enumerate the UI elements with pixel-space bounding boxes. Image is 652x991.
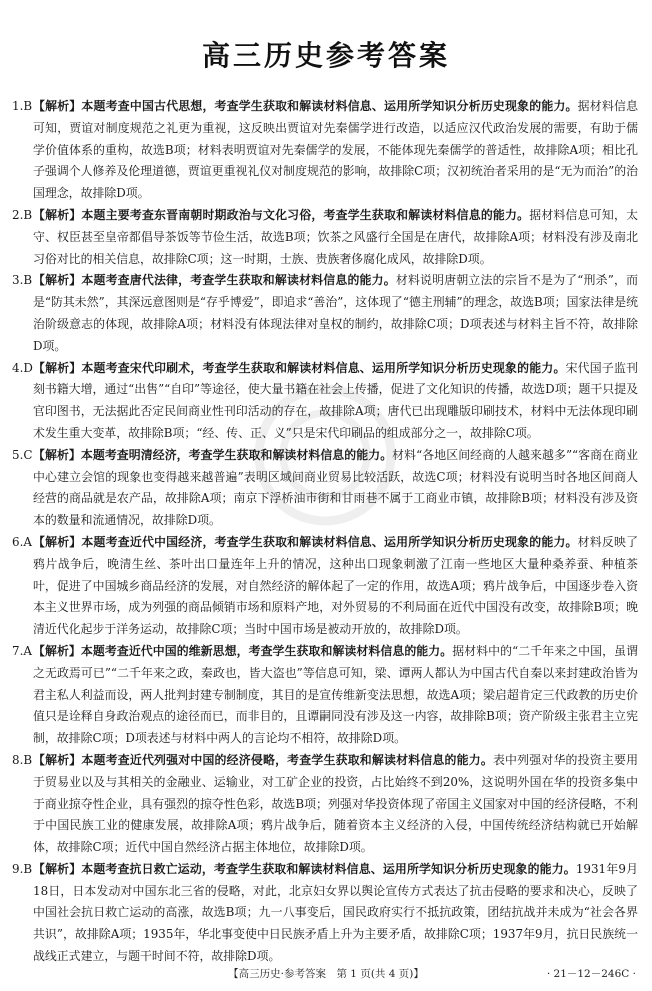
answer-item (12, 445, 638, 532)
answer-number (12, 750, 33, 772)
answer-number (12, 445, 33, 467)
analysis-body: 宋代国子监刊刻书籍大增，通过“出售”“自印”等途径，使大量书籍在社会上传播，促进了文化知识的传播，故选D项；题干只提及官印图书，无法据此否定民间商业性刊印活动的存在，故排除A项；唐代已出现雕版印刷技术，材料中无法体现印刷术发生重大变革，故排除B项；“经、传、正、义”只是宋代印刷品的组成部分之一，故排除C项。 (33, 360, 638, 440)
answer-choice: B (23, 752, 33, 767)
analysis-body: 材料反映了鸦片战争后，晚清生丝、茶叶出口量连年上升的情况，这种出口现象刺激了江南一些地区大量种桑养蚕、种植茶叶，促进了中国城乡商品经济的发展，对自然经济的解体起了一定的作用，故选A项；鸦片战争后，中国逐步卷入资本主义世界市场，成为列强的商品倾销市场和原料产地，对外贸易的不利局面在近代中国没有改变，故排除B项；晚清近代化起步于洋务运动，故排除C项；当时中国市场是被动开放的，故排除D项。 (33, 534, 638, 637)
answer-number (12, 270, 33, 292)
answer-choice: B (23, 99, 33, 113)
answer-number (12, 96, 33, 118)
analysis-body: 表中列强对华的投资主要用于贸易业以及与其相关的金融业、运输业，对工矿企业的投资，占比始终不到20%，这说明外国在华的投资多集中于商业掠夺性企业，具有强烈的掠夺性色彩，故选B项；列强对华投资体现了帝国主义国家对中国的经济侵略，不利于中国民族工业的健康发展，故排除A项；鸦片战争后，随着资本主义经济的入侵，中国传统经济结构就已开始解体，故排除C项；近代中国自然经济占据主体地位，故排除D项。 (33, 752, 638, 855)
analysis-body: 据材料中的“二千年来之中国，虽谓之无政焉可已”“二千年来之政，秦政也，皆大盗也”等信息可知，梁、谭两人都认为中国古代自秦以来封建政治皆为君主私人利益而设，两人批判封建专制制度，其目的是宣传维新变法思想，故选A项；梁启超肯定三代政教的历史价值只是诠释自身政治观点的途径而已，而非目的，且谭嗣同没有涉及这一内容，故排除B项；资产阶级主张君主立宪制，故排除C项；D项表述与材料中两人的言论均不相符，故排除D项。 (33, 643, 638, 746)
footer-code: · 21－12－246C · (546, 968, 636, 980)
analysis-lead: 本题考查近代列强对中国的经济侵略，考查学生获取和解读材料信息的能力。 (81, 752, 493, 767)
question-number: 3. (12, 273, 24, 288)
question-number: 1. (12, 99, 24, 113)
question-number: 5. (12, 447, 24, 462)
answer-choice: B (23, 273, 33, 288)
answer-number (12, 358, 33, 380)
analysis-lead: 本题考查抗日救亡运动，考查学生获取和解读材料信息、运用所学知识分析历史现象的能力。 (81, 861, 576, 876)
analysis-lead: 本题考查唐代法律，考查学生获取和解读材料信息的能力。 (81, 273, 396, 288)
question-number: 2. (12, 207, 24, 222)
analysis-lead: 本题考查近代中国经济，考查学生获取和解读材料信息、运用所学知识分析历史现象的能力。 (81, 534, 578, 549)
analysis-lead: 本题考查宋代印刷术，考查学生获取和解读材料信息、运用所学知识分析历史现象的能力。 (81, 360, 566, 375)
answer-item (12, 270, 638, 357)
analysis-body: 1931年9月18日，日本发动对中国东北三省的侵略，对此，北京妇女界以舆论宣传方式表达了抗击侵略的要求和决心，反映了中国社会抗日救亡运动的高涨，故选B项；九一八事变后，国民政府实行不抵抗政策，团结抗战并未成为“社会各界共识”，故排除A项；1935年，华北事变使中日民族矛盾上升为主要矛盾，故排除C项；1937年9月，抗日民族统一战线正式建立，与题干时间不符，故排除D项。 (33, 861, 638, 964)
answer-item (12, 96, 638, 205)
analysis-tag: 【解析】 (33, 643, 81, 658)
answer-choice: B (23, 861, 33, 876)
question-number: 9. (12, 861, 24, 876)
analysis-lead: 本题考查近代中国的维新思想，考查学生获取和解读材料信息的能力。 (80, 643, 453, 658)
answer-number (12, 532, 33, 554)
question-number: 8. (12, 752, 24, 767)
question-number: 7. (12, 643, 24, 658)
answer-item (12, 641, 638, 750)
analysis-lead: 本题考查明清经济，考查学生获取和解读材料信息的能力。 (80, 447, 393, 462)
answer-choice: B (23, 207, 33, 222)
answer-list (12, 96, 638, 968)
analysis-tag: 【解析】 (33, 99, 82, 113)
answer-item (12, 750, 638, 859)
answer-item (12, 859, 638, 968)
analysis-body: 据材料信息可知，太守、权臣甚至皇帝都倡导茶饭等节俭生活，故选B项；饮茶之风盛行全国是在唐代，故排除A项；材料没有涉及南北习俗对比的相关信息，故排除C项；这一时期，士族、贵族奢侈腐化成风，故排除D项。 (33, 207, 638, 266)
answer-item (12, 205, 638, 270)
analysis-lead: 本题主要考查东晋南朝时期政治与文化习俗，考查学生获取和解读材料信息的能力。 (81, 207, 530, 222)
analysis-tag: 【解析】 (33, 273, 82, 288)
analysis-body: 据材料信息可知，贾谊对制度规范之礼更为重视，这反映出贾谊对先秦儒学进行改造，以适应汉代政治发展的需要，有助于儒学价值体系的重构，故选B项；材料表明贾谊对先秦儒学的发展，不能体现先秦儒学的普适性，故排除A项；相比孔子强调个人修养及伦理道德，贾谊更重视礼仪对制度规范的影响，故排除C项；汉初统治者采用的是“无为而治”的治国理念，故排除D项。 (33, 99, 638, 201)
question-number: 4. (12, 360, 24, 375)
answer-choice: C (23, 447, 33, 462)
analysis-tag: 【解析】 (33, 447, 81, 462)
answer-number (12, 205, 33, 227)
analysis-tag: 【解析】 (33, 752, 82, 767)
question-number: 6. (12, 534, 24, 549)
analysis-tag: 【解析】 (33, 360, 82, 375)
footer-page-label: 【高三历史·参考答案 第 1 页(共 4 页)】 (228, 968, 424, 980)
analysis-tag: 【解析】 (33, 207, 82, 222)
answer-choice: D (23, 360, 33, 375)
analysis-body: 材料“各地区间经商的人越来越多”“客商在商业中心建立会馆的现象也变得越来越普遍”表明区域间商业贸易比较活跃，故选C项；材料没有说明当时各地区间商人经营的商品就是农产品，故排除A项；南京下浮桥油市街和甘雨巷不属于工商业市镇，故排除B项；材料没有涉及资本的数量和流通情况，故排除D项。 (33, 447, 638, 528)
analysis-body: 材料说明唐朝立法的宗旨不是为了“刑杀”，而是“防其未然”，其深远意图则是“存乎博爱”，即追求“善治”，这体现了“德主刑辅”的理念，故选B项；国家法律是统治阶级意志的体现，故排除A项；材料没有体现法律对皇权的制约，故排除C项；D项表述与材料主旨不符，故排除D项。 (33, 273, 638, 353)
analysis-tag: 【解析】 (33, 534, 82, 549)
page-title: 高三历史参考答案 (201, 39, 450, 72)
answer-choice: A (23, 643, 32, 658)
answer-item (12, 358, 638, 445)
answer-number (12, 859, 33, 881)
answer-number (12, 641, 33, 663)
answer-choice: A (23, 534, 32, 549)
analysis-tag: 【解析】 (33, 861, 82, 876)
answer-item (12, 532, 638, 641)
analysis-lead: 本题考查中国古代思想，考查学生获取和解读材料信息、运用所学知识分析历史现象的能力。 (81, 99, 578, 113)
